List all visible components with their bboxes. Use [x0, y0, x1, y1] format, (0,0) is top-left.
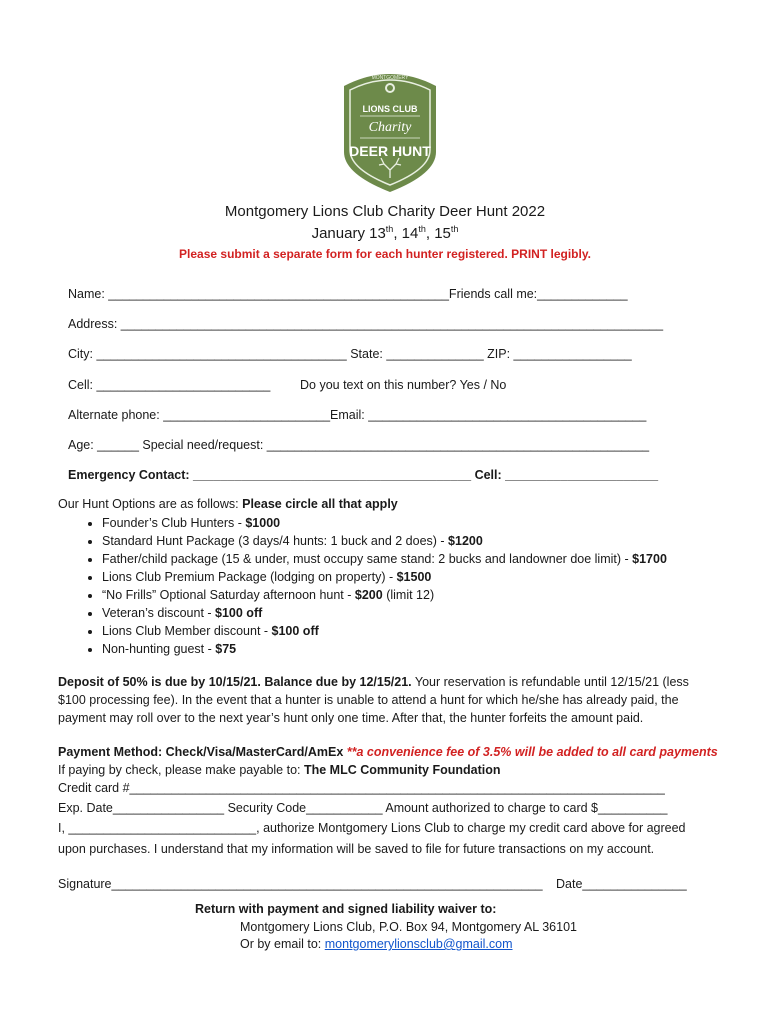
logo — [338, 66, 442, 194]
age-special-need-field[interactable]: Age: ______ Special need/request: _______________________________________________________ — [68, 438, 650, 452]
email-link[interactable]: montgomerylionsclub@gmail.com — [324, 937, 513, 951]
svg-text:Charity: Charity — [368, 120, 412, 135]
authorization-continued: upon purchases. I understand that my information will be saved to file for future transactions on my account. — [58, 842, 655, 856]
return-address: Montgomery Lions Club, P.O. Box 94, Montgomery AL 36101 — [240, 920, 577, 934]
return-email-line: Or by email to: montgomerylionsclub@gmail.com — [240, 937, 513, 951]
svg-text:LIONS CLUB: LIONS CLUB — [362, 104, 418, 114]
text-number-question[interactable]: Do you text on this number? Yes / No — [300, 378, 507, 392]
return-heading: Return with payment and signed liability waiver to: — [195, 902, 497, 916]
option-premium-package[interactable]: • Lions Club Premium Package (lodging on property) - $1500 — [102, 568, 667, 586]
submission-instruction: Please submit a separate form for each hunter registered. PRINT legibly. — [179, 247, 591, 261]
cell-field[interactable]: Cell: _________________________ — [68, 378, 271, 392]
deer-hunt-logo-badge — [338, 66, 442, 194]
authorization-line[interactable]: I, ___________________________, authorize Montgomery Lions Club to charge my credit card above for agreed — [58, 821, 686, 835]
option-non-hunting-guest[interactable]: • Non-hunting guest - $75 — [102, 640, 667, 658]
option-member-discount[interactable]: • Lions Club Member discount - $100 off — [102, 622, 667, 640]
signature-field[interactable]: Signature______________________________________________________________ — [58, 877, 543, 891]
address-field[interactable]: Address: ______________________________________________________________________________ — [68, 317, 664, 331]
svg-text:DEER HUNT: DEER HUNT — [349, 143, 431, 159]
date-field[interactable]: Date_______________ — [556, 877, 687, 891]
hunt-options-list — [78, 514, 667, 658]
alternate-phone-email-field[interactable]: Alternate phone: ________________________Email: ________________________________________ — [68, 408, 647, 422]
option-father-child-package[interactable]: • Father/child package (15 & under, must occupy same stand: 2 bucks and landowner doe limit) - $1700 — [102, 550, 667, 568]
option-veteran-discount[interactable]: • Veteran’s discount - $100 off — [102, 604, 667, 622]
page-title: Montgomery Lions Club Charity Deer Hunt 2022 — [224, 203, 546, 220]
svg-text:MONTGOMERY: MONTGOMERY — [371, 75, 409, 81]
option-standard-package[interactable]: • Standard Hunt Package (3 days/4 hunts: 1 buck and 2 does) - $1200 — [102, 532, 667, 550]
deposit-paragraph: Deposit of 50% is due by 10/15/21. Balance due by 12/15/21. Your reservation is refundable until 12/15/21 (less $100 processing fee). In the event that a hunter is unable to attend a hunt for which he/she has already paid, the payment may roll over to the next year’s hunt only one time. After that, the hunter forfeits the amount paid. — [58, 675, 689, 725]
exp-security-amount-field[interactable]: Exp. Date________________ Security Code___________ Amount authorized to charge to card $__________ — [58, 801, 668, 815]
option-founders-club[interactable]: • Founder’s Club Hunters - $1000 — [102, 514, 667, 532]
event-dates: January 13th, 14th, 15th — [311, 224, 459, 242]
payment-method: Payment Method: Check/Visa/MasterCard/AmEx **a convenience fee of 3.5% will be added to all card payments — [58, 745, 718, 759]
city-state-zip-field[interactable]: City: ____________________________________ State: ______________ ZIP: _________________ — [68, 347, 632, 361]
option-no-frills-hunt[interactable]: • “No Frills” Optional Saturday afternoon hunt - $200 (limit 12) — [102, 586, 667, 604]
hunt-options-intro: Our Hunt Options are as follows: Please circle all that apply — [58, 497, 398, 511]
emergency-contact-field[interactable]: Emergency Contact: ________________________________________ Cell: ______________________ — [68, 468, 659, 482]
credit-card-number-field[interactable]: Credit card #_____________________________________________________________________________ — [58, 781, 665, 795]
name-field[interactable]: Name: _________________________________________________Friends call me:_____________ — [68, 287, 628, 301]
check-payable-line: If paying by check, please make payable to: The MLC Community Foundation — [58, 763, 501, 777]
